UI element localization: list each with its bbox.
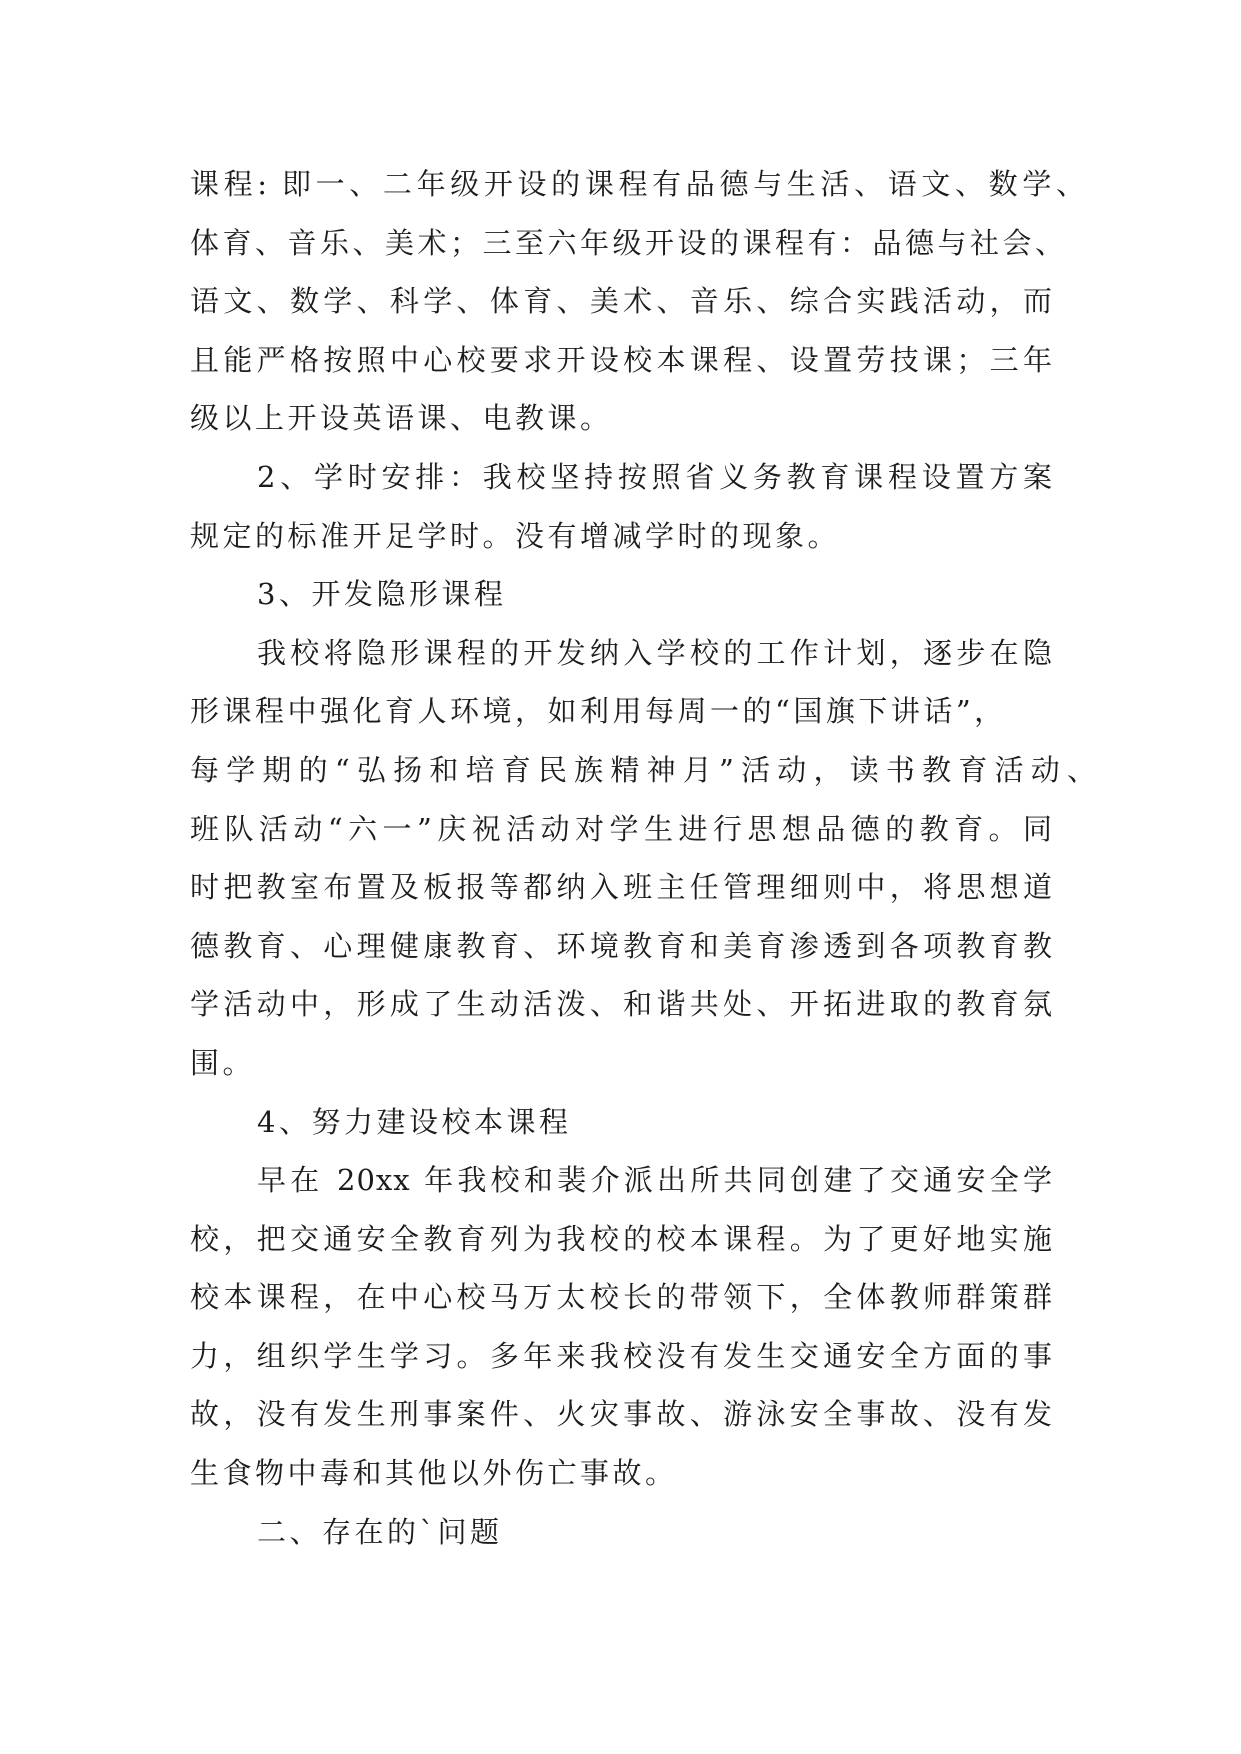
text-line: 规定的标准开足学时。没有增减学时的现象。 [190,518,841,553]
text-line: 级以上开设英语课、电教课。 [190,401,613,436]
text-line: 学活动中，形成了生动活泼、和谐共处、开拓进取的教育氛 [190,987,1053,1022]
text-line: 2、学时安排：我校坚持按照省义务教育课程设置方案 [257,459,1053,494]
text-line: 时把教室布置及板报等都纳入班主任管理细则中，将思想道 [190,870,1053,905]
text-line: 每学期的“弘扬和培育民族精神月”活动，读书教育活动、 [190,752,1097,787]
text-line: 德教育、心理健康教育、环境教育和美育渗透到各项教育教 [190,928,1053,963]
text-line: 语文、数学、科学、体育、美术、音乐、综合实践活动，而 [190,284,1053,319]
text-line: 故，没有发生刑事案件、火灾事故、游泳安全事故、没有发 [190,1397,1053,1432]
text-line: 早在 20xx 年我校和裴介派出所共同创建了交通安全学 [257,1163,1053,1198]
text-line: 形课程中强化育人环境，如利用每周一的“国旗下讲话”， [190,694,1007,729]
text-line: 课程: 即一、二年级开设的课程有品德与生活、语文、数学、 [190,167,1086,201]
section-heading: 3、开发隐形课程 [257,577,507,612]
text-line: 体育、音乐、美术；三至六年级开设的课程有：品德与社会、 [190,225,1068,260]
section-heading: 4、努力建设校本课程 [257,1104,572,1139]
text-line: 校，把交通安全教育列为我校的校本课程。为了更好地实施 [190,1221,1053,1256]
body-text [190,155,1100,1561]
section-heading: 二、存在的`问题 [257,1514,503,1549]
text-line: 围。 [190,1045,256,1080]
text-line: 且能严格按照中心校要求开设校本课程、设置劳技课；三年 [190,342,1053,377]
text-line: 校本课程，在中心校马万太校长的带领下，全体教师群策群 [190,1280,1053,1315]
text-line: 我校将隐形课程的开发纳入学校的工作计划，逐步在隐 [257,635,1053,670]
text-line: 生食物中毒和其他以外伤亡事故。 [190,1456,678,1491]
text-line: 力，组织学生学习。多年来我校没有发生交通安全方面的事 [190,1338,1053,1373]
text-line: 班队活动“六一”庆祝活动对学生进行思想品德的教育。同 [190,811,1053,846]
